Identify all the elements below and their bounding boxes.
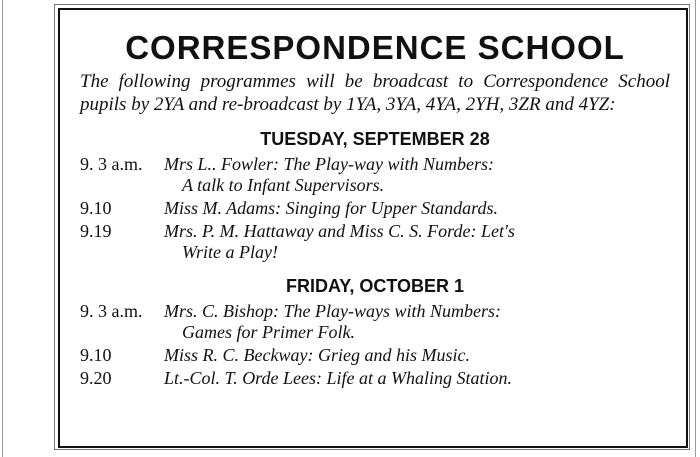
programme-time: 9.19 [80,221,112,241]
programme-item [80,368,670,389]
programme-description [164,198,670,219]
right-edge-rule [695,0,696,457]
programme-line: Lt.-Col. T. Orde Lees: Life at a Whaling Station. [164,368,513,388]
notice-title: CORRESPONDENCE SCHOOL [125,29,625,66]
programme-line: Mrs L.. Fowler: The Play-way with Numbers: [164,154,494,174]
programme-line: Miss R. C. Beckway: Grieg and his Music. [164,345,470,365]
programme-line-continued: A talk to Infant Supervisors. [182,175,385,195]
programme-item [80,345,670,366]
programme-line: Mrs. P. M. Hattaway and Miss C. S. Forde: Let's [164,221,515,241]
section-heading: TUESDAY, SEPTEMBER 28 [260,129,490,149]
section-tuesday [80,128,670,263]
programme-item [80,154,670,196]
programme-description [164,368,670,389]
programme-description [164,301,670,343]
programme-description [164,221,670,263]
programme-description [164,154,670,196]
programme-line-continued: Games for Primer Folk. [182,322,355,342]
intro-paragraph: The following programmes will be broadcast to Correspondence School pupils by 2YA and re-broadcast by 1YA, 3YA, 4YA, 2YH, 3ZR and 4YZ: [80,71,670,115]
programme-description [164,345,670,366]
programme-time: 9. 3 a.m. [80,301,143,321]
left-edge-rule [2,0,3,457]
programme-item [80,198,670,219]
programme-line: Miss M. Adams: Singing for Upper Standards. [164,198,499,218]
programme-item [80,301,670,343]
section-heading: FRIDAY, OCTOBER 1 [285,276,465,296]
section-friday [80,275,670,389]
notice-frame [58,8,688,448]
programme-time: 9. 3 a.m. [80,154,143,174]
programme-item [80,221,670,263]
programme-line-continued: Write a Play! [182,242,278,262]
programme-time: 9.20 [80,368,112,388]
programme-line: Mrs. C. Bishop: The Play-ways with Numbers: [164,301,501,321]
programme-time: 9.10 [80,198,112,218]
programme-time: 9.10 [80,345,112,365]
